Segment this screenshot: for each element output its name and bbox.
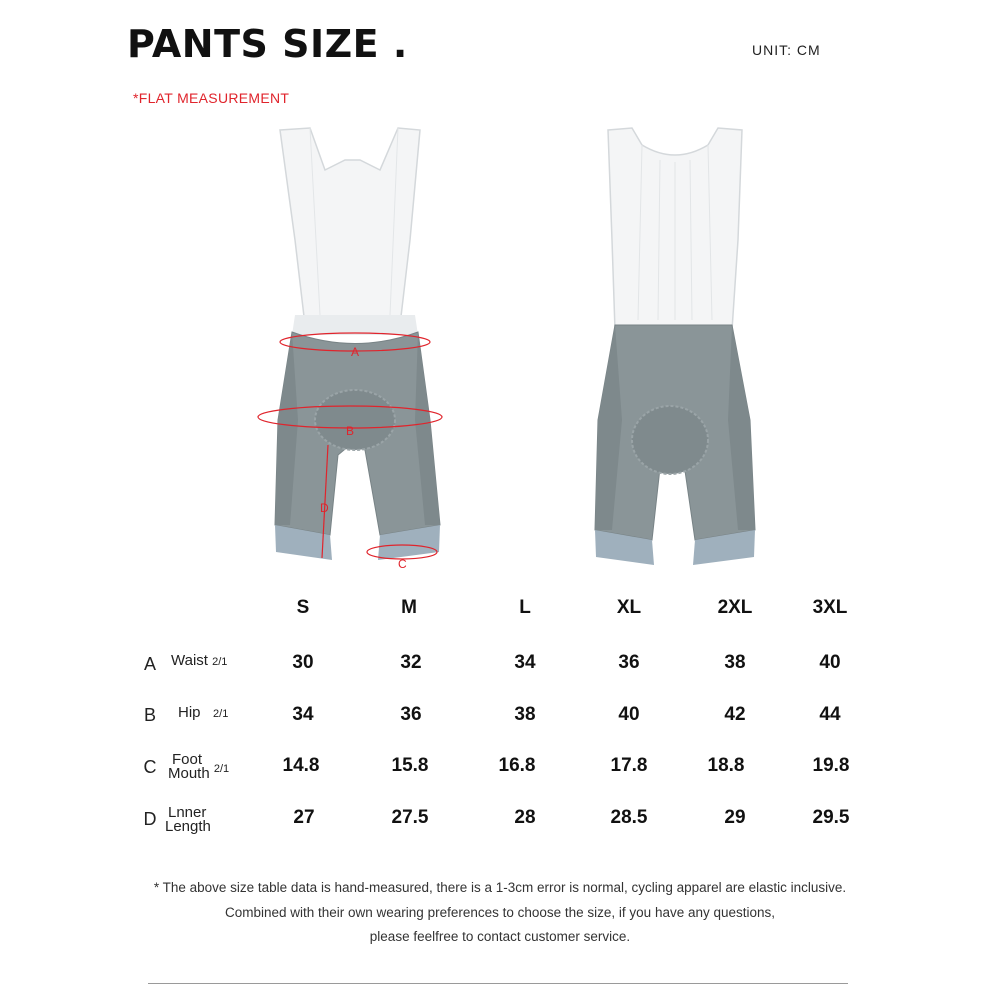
cell-b-s: 34 xyxy=(292,704,314,725)
row-d-letter: D xyxy=(143,809,157,829)
cell-a-3xl: 40 xyxy=(819,652,841,673)
row-d-name-line2: Length xyxy=(165,818,211,835)
row-a-letter: A xyxy=(143,654,156,674)
cell-d-3xl: 29.5 xyxy=(812,807,850,828)
note-line-3: please feelfree to contact customer service. xyxy=(369,929,631,944)
cell-c-m: 15.8 xyxy=(391,755,429,776)
cell-a-l: 34 xyxy=(514,652,536,673)
flat-measurement-note: *FLAT MEASUREMENT xyxy=(133,90,290,106)
cell-b-2xl: 42 xyxy=(724,704,746,725)
unit-label: UNIT: CM xyxy=(752,42,821,58)
marker-c: C xyxy=(398,557,407,571)
cell-b-xl: 40 xyxy=(618,704,640,725)
cell-c-l: 16.8 xyxy=(498,755,536,776)
cell-c-2xl: 18.8 xyxy=(707,755,745,776)
cell-c-3xl: 19.8 xyxy=(812,755,850,776)
note-line-2: Combined with their own wearing preferences to choose the size, if you have any questions, xyxy=(224,905,776,920)
row-b-label xyxy=(178,706,228,721)
row-c-letter: C xyxy=(143,757,157,777)
cell-c-xl: 17.8 xyxy=(610,755,648,776)
row-c-label xyxy=(168,753,248,782)
size-header-xl: XL xyxy=(616,597,642,618)
bib-shorts-front-image xyxy=(250,120,460,580)
cell-d-xl: 28.5 xyxy=(610,807,648,828)
row-d-name-line1: Lnner xyxy=(168,804,207,821)
cell-c-s: 14.8 xyxy=(282,755,320,776)
marker-b: B xyxy=(346,424,355,438)
cell-d-s: 27 xyxy=(293,807,315,828)
cell-d-2xl: 29 xyxy=(724,807,746,828)
row-c-name-line2: Mouth xyxy=(168,765,210,782)
size-header-m: M xyxy=(401,597,417,618)
cell-a-xl: 36 xyxy=(618,652,640,673)
cell-d-m: 27.5 xyxy=(391,807,429,828)
page-title: PANTS SIZE . xyxy=(127,22,408,66)
size-header-s: S xyxy=(296,597,310,618)
cell-b-m: 36 xyxy=(400,704,422,725)
size-header-3xl: 3XL xyxy=(812,597,848,618)
row-d-label xyxy=(165,806,211,834)
row-b-sub: 2/1 xyxy=(213,708,229,720)
row-a-label xyxy=(171,654,227,669)
row-c-sub: 2/1 xyxy=(213,763,230,775)
bib-shorts-back-image xyxy=(570,120,780,580)
cell-a-m: 32 xyxy=(400,652,422,673)
row-a-sub: 2/1 xyxy=(212,656,228,668)
row-c-name-line1: Foot xyxy=(172,751,203,768)
size-header-l: L xyxy=(519,597,531,618)
size-header-2xl: 2XL xyxy=(717,597,753,618)
marker-d: D xyxy=(320,501,329,515)
cell-d-l: 28 xyxy=(514,807,536,828)
marker-a: A xyxy=(351,345,360,359)
cell-b-l: 38 xyxy=(514,704,536,725)
cell-b-3xl: 44 xyxy=(819,704,841,725)
note-line-1: * The above size table data is hand-measured, there is a 1-3cm error is normal, cycling apparel are elastic inclusive. xyxy=(153,880,847,895)
row-a-name: Waist xyxy=(171,652,208,669)
cell-a-2xl: 38 xyxy=(724,652,746,673)
row-b-name: Hip xyxy=(178,704,201,721)
row-b-letter: B xyxy=(143,705,156,725)
cell-a-s: 30 xyxy=(292,652,314,673)
bottom-divider xyxy=(148,983,848,984)
